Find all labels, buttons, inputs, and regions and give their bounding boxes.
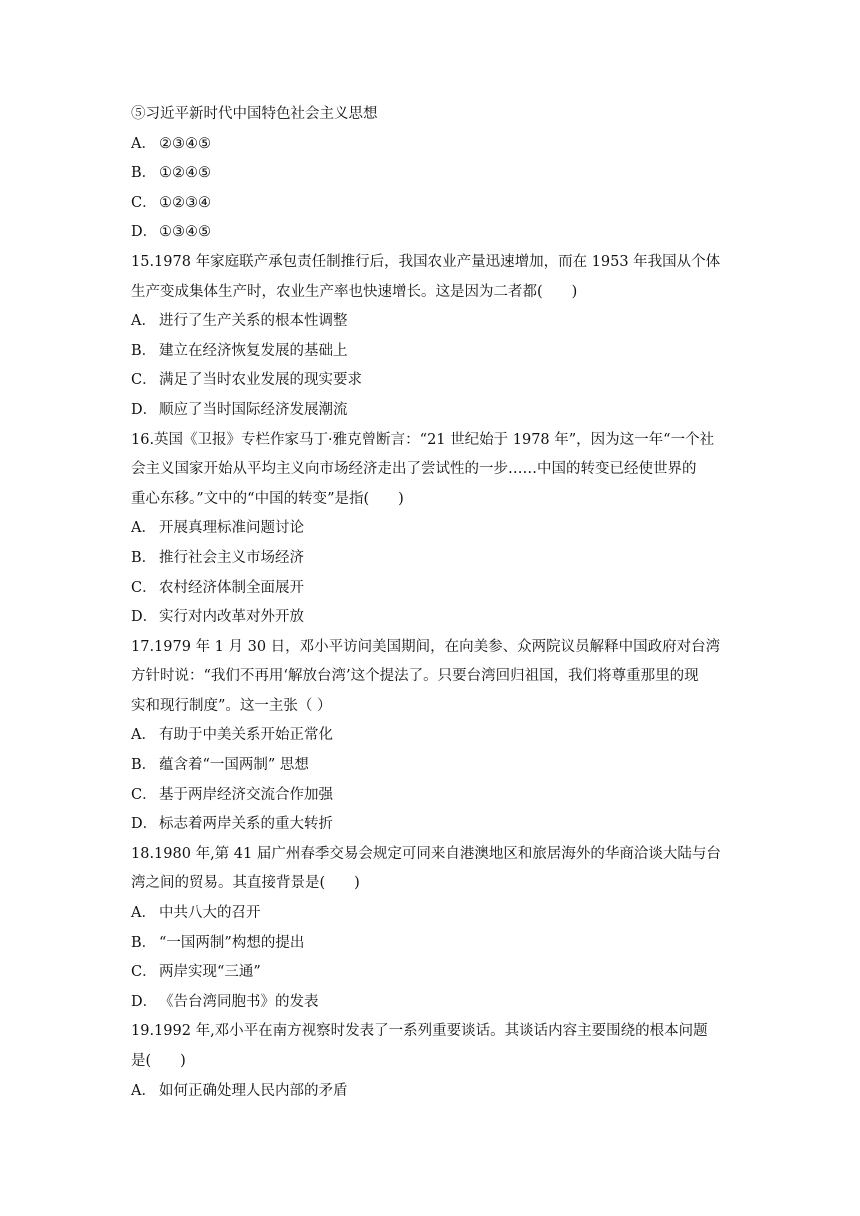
option-a — [131, 899, 731, 929]
option-c — [131, 781, 731, 811]
option-b — [131, 751, 731, 781]
option-b — [131, 929, 731, 959]
option-letter: A． — [131, 905, 156, 922]
option-letter: A． — [131, 520, 156, 537]
question-stem-line: 16.英国《卫报》专栏作家马丁·雅克曾断言：“21 世纪始于 1978 年”，因为这一年“一个社 — [131, 431, 715, 448]
option-letter: B． — [131, 342, 157, 359]
option-letter: C． — [131, 579, 157, 596]
option-text: ②③④⑤ — [159, 135, 211, 152]
option-c — [131, 958, 731, 988]
option-text: ①②③④ — [159, 194, 211, 211]
option-a — [131, 1077, 731, 1107]
question-stem-line: 实和现行制度”。这一主张（ ） — [131, 697, 332, 714]
lead-option-c — [131, 189, 731, 219]
option-text: “一国两制”构想的提出 — [159, 934, 305, 951]
option-letter: D． — [131, 609, 158, 626]
option-letter: B． — [131, 165, 157, 182]
question-stem-line: 重心东移。”文中的“中国的转变”是指( ) — [131, 490, 404, 507]
question-16 — [131, 426, 731, 633]
option-letter: D． — [131, 401, 158, 418]
question-17 — [131, 633, 731, 840]
question-stem-line: 湾之间的贸易。其直接背景是( ) — [131, 875, 360, 892]
option-text: 基于两岸经济交流合作加强 — [159, 786, 333, 803]
option-text: 进行了生产关系的根本性调整 — [159, 313, 348, 330]
option-text: 开展真理标准问题讨论 — [159, 520, 304, 537]
option-a — [131, 307, 731, 337]
option-letter: D． — [131, 993, 158, 1010]
option-letter: B． — [131, 934, 157, 951]
lead-line: ⑤习近平新时代中国特色社会主义思想 — [131, 106, 378, 122]
option-letter: C． — [131, 964, 157, 981]
question-15 — [131, 248, 731, 426]
option-letter: B． — [131, 757, 157, 774]
option-text: 标志着两岸关系的重大转折 — [159, 816, 333, 833]
question-stem-line: 18.1980 年,第 41 届广州春季交易会规定可同来自港澳地区和旅居海外的华商洽谈大陆与台 — [131, 845, 721, 862]
document-content — [131, 100, 731, 1106]
option-d — [131, 988, 731, 1018]
question-stem-line: 17.1979 年 1 月 30 日，邓小平访问美国期间，在向美参、众两院议员解释中国政府对台湾 — [131, 638, 721, 655]
question-stem-line: 生产变成集体生产时，农业生产率也快速增长。这是因为二者都( ) — [131, 283, 578, 300]
question-18 — [131, 840, 731, 1018]
option-letter: C． — [131, 194, 157, 211]
option-d — [131, 396, 731, 426]
option-text: 建立在经济恢复发展的基础上 — [159, 342, 348, 359]
question-stem-line: 19.1992 年,邓小平在南方视察时发表了一系列重要谈话。其谈话内容主要围绕的根本问题 — [131, 1023, 708, 1040]
option-text: 《告台湾同胞书》的发表 — [159, 993, 319, 1010]
option-text: 如何正确处理人民内部的矛盾 — [159, 1082, 348, 1099]
option-a — [131, 514, 731, 544]
option-letter: A． — [131, 727, 156, 744]
option-letter: D． — [131, 224, 158, 241]
question-19 — [131, 1017, 731, 1106]
lead-option-d — [131, 218, 731, 248]
option-text: 蕴含着“一国两制” 思想 — [159, 757, 309, 774]
option-letter: C． — [131, 372, 157, 389]
question-stem-line: 方针时说：“我们不再用‘解放台湾’这个提法了。只要台湾回归祖国，我们将尊重那里的现 — [131, 668, 699, 685]
option-text: 两岸实现“三通” — [159, 964, 261, 981]
option-text: 有助于中美关系开始正常化 — [159, 727, 333, 744]
option-text: 顺应了当时国际经济发展潮流 — [159, 401, 348, 418]
option-letter: B． — [131, 549, 157, 566]
option-letter: A． — [131, 1082, 156, 1099]
option-a — [131, 721, 731, 751]
question-stem-line: 15.1978 年家庭联产承包责任制推行后，我国农业产量迅速增加，而在 1953 年我国从个体 — [131, 253, 721, 270]
option-b — [131, 544, 731, 574]
option-text: 中共八大的召开 — [159, 905, 261, 922]
option-c — [131, 574, 731, 604]
option-letter: D． — [131, 816, 158, 833]
question-stem-line: 会主义国家开始从平均主义向市场经济走出了尝试性的一步……中国的转变已经使世界的 — [131, 461, 697, 478]
lead-option-a — [131, 130, 731, 160]
option-b — [131, 337, 731, 367]
option-text: 推行社会主义市场经济 — [159, 549, 304, 566]
option-c — [131, 366, 731, 396]
option-text: ①②④⑤ — [159, 165, 211, 182]
option-letter: C． — [131, 786, 157, 803]
option-text: ①③④⑤ — [159, 224, 211, 241]
option-letter: A． — [131, 135, 156, 152]
option-d — [131, 810, 731, 840]
option-text: 农村经济体制全面展开 — [159, 579, 304, 596]
option-text: 满足了当时农业发展的现实要求 — [159, 372, 362, 389]
option-d — [131, 603, 731, 633]
question-stem-line: 是( ) — [131, 1053, 186, 1069]
lead-option-b — [131, 159, 731, 189]
option-text: 实行对内改革对外开放 — [159, 609, 304, 626]
option-letter: A． — [131, 313, 156, 330]
